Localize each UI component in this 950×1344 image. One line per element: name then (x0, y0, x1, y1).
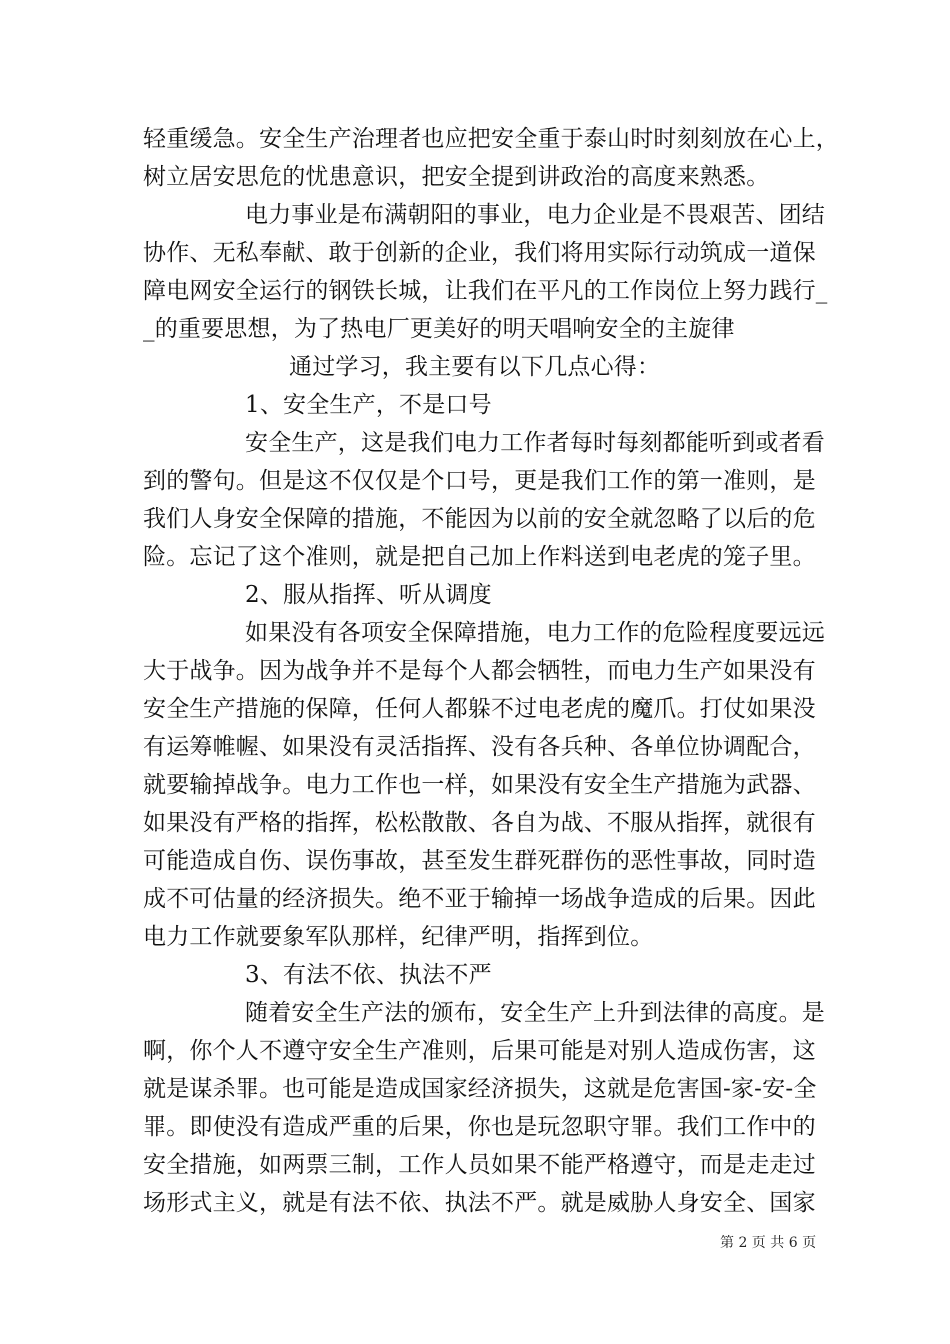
text-line: 罪。即使没有造成严重的后果，你也是玩忽职守罪。我们工作中的 (143, 1114, 816, 1140)
text-line: 就是谋杀罪。也可能是造成国家经济损失，这就是危害国-家-安-全 (143, 1076, 817, 1102)
paragraph-start: 安全生产，这是我们电力工作者每时每刻都能听到或者看 (245, 430, 825, 456)
page-number: 第 2 页 共 6 页 (720, 1235, 817, 1251)
text-line: 树立居安思危的忧患意识，把安全提到讲政治的高度来熟悉。 (143, 164, 770, 190)
text-line: 如果没有严格的指挥，松松散散、各自为战、不服从指挥，就很有 (143, 810, 816, 836)
text-line: 协作、无私奉献、敢于创新的企业，我们将用实际行动筑成一道保 (143, 240, 816, 266)
paragraph-start: 电力事业是布满朝阳的事业，电力企业是不畏艰苦、团结 (245, 202, 825, 228)
text-line: 障电网安全运行的钢铁长城，让我们在平凡的工作岗位上努力践行_ (143, 278, 828, 304)
text-line: 大于战争。因为战争并不是每个人都会牺牲，而电力生产如果没有 (143, 658, 816, 684)
text-line: 我们人身安全保障的措施，不能因为以前的安全就忽略了以后的危 (143, 506, 816, 532)
text-line: 到的警句。但是这不仅仅是个口号，更是我们工作的第一准则，是 (143, 468, 816, 494)
text-line: 安全生产措施的保障，任何人都躲不过电老虎的魔爪。打仗如果没 (143, 696, 816, 722)
text-line: 有运筹帷幄、如果没有灵活指挥、没有各兵种、各单位协调配合， (143, 734, 816, 760)
text-line: 场形式主义，就是有法不依、执法不严。就是威胁人身安全、国家 (143, 1190, 816, 1216)
paragraph-start: 如果没有各项安全保障措施，电力工作的危险程度要远远 (245, 620, 825, 646)
section-heading-2: 2、服从指挥、听从调度 (245, 582, 492, 608)
text-line: 轻重缓急。安全生产治理者也应把安全重于泰山时时刻刻放在心上， (143, 126, 839, 152)
text-line: 险。忘记了这个准则，就是把自己加上作料送到电老虎的笼子里。 (143, 544, 816, 570)
paragraph-start: 随着安全生产法的颁布，安全生产上升到法律的高度。是 (245, 1000, 825, 1026)
section-intro: 通过学习，我主要有以下几点心得： (289, 354, 661, 380)
text-line: 啊，你个人不遵守安全生产准则，后果可能是对别人造成伤害，这 (143, 1038, 816, 1064)
section-heading-3: 3、有法不依、执法不严 (245, 962, 492, 988)
text-line: 电力工作就要象军队那样，纪律严明，指挥到位。 (143, 924, 654, 950)
text-line: 成不可估量的经济损失。绝不亚于输掉一场战争造成的后果。因此 (143, 886, 816, 912)
text-line: 就要输掉战争。电力工作也一样，如果没有安全生产措施为武器、 (143, 772, 816, 798)
text-line: 安全措施，如两票三制，工作人员如果不能严格遵守，而是走走过 (143, 1152, 816, 1178)
text-line: _的重要思想，为了热电厂更美好的明天唱响安全的主旋律 (143, 316, 735, 342)
section-heading-1: 1、安全生产，不是口号 (245, 392, 492, 418)
text-line: 可能造成自伤、误伤事故，甚至发生群死群伤的恶性事故，同时造 (143, 848, 816, 874)
